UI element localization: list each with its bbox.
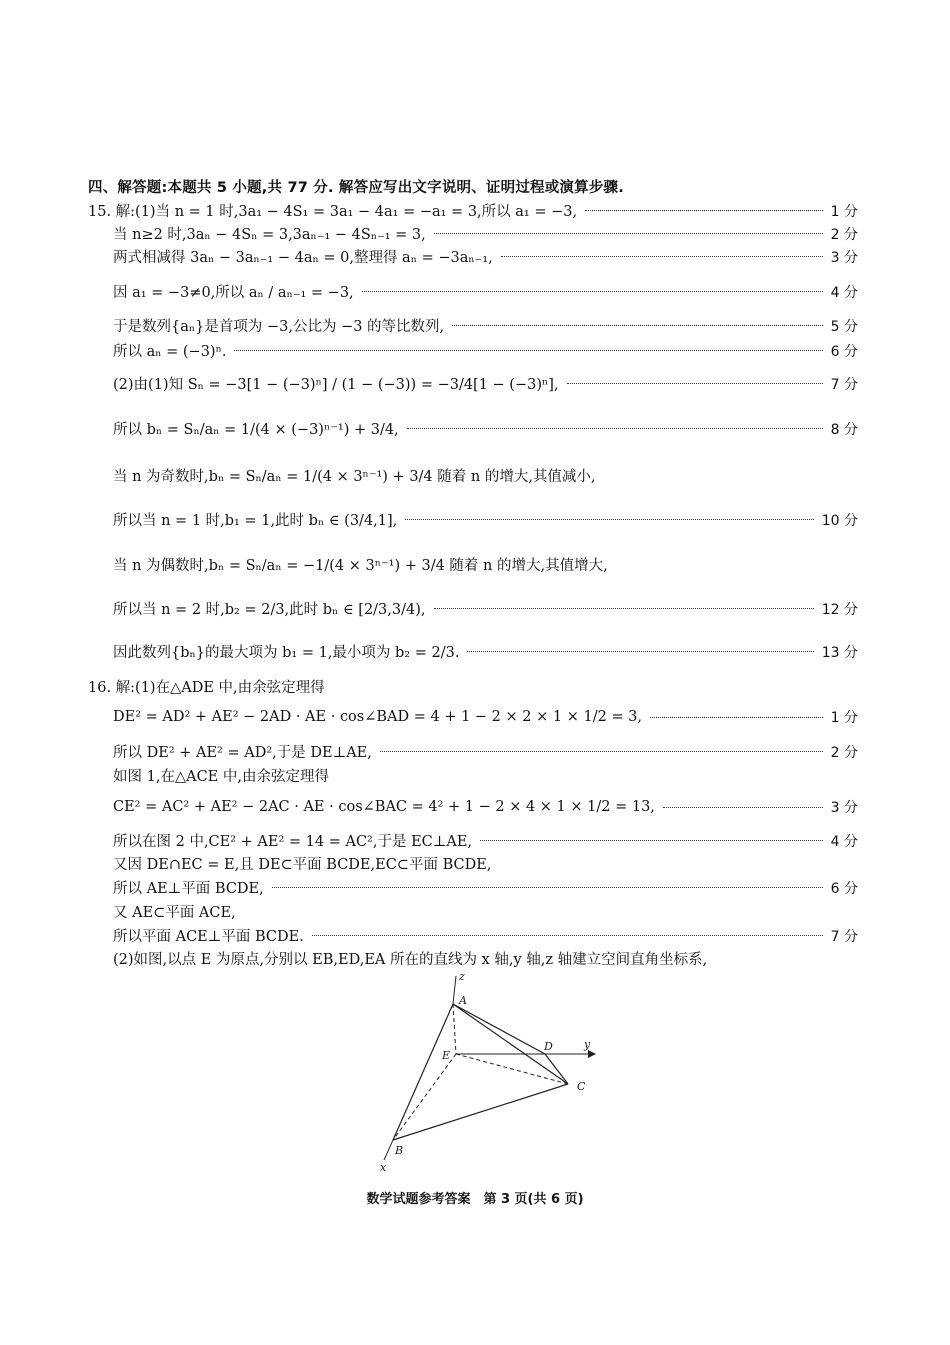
q15-line-3-score: 3 分 — [830, 249, 858, 266]
q15-line-7-score: 7 分 — [830, 376, 858, 393]
q16-line-8-text: 所以 AE⊥平面 BCDE, — [113, 881, 264, 897]
q15-line-2 — [113, 223, 858, 244]
leader-dots — [585, 210, 823, 211]
q16-line-1 — [88, 676, 858, 697]
q15-line-13-score: 13 分 — [821, 644, 858, 661]
q15-line-4-score: 4 分 — [830, 284, 858, 301]
q16-line-6-text: 所以在图 2 中,CE² + AE² = 14 = AC²,于是 EC⊥AE, — [113, 834, 473, 850]
pyramid-coordinate-figure — [370, 970, 610, 1180]
q15-line-1-score: 1 分 — [830, 203, 858, 220]
q15-line-9-text: 当 n 为奇数时,bₙ = Sₙ/aₙ = 1/(4 × 3ⁿ⁻¹) + 3/4 随着 n 的增大,其值减小, — [113, 469, 596, 485]
leader-dots — [434, 608, 814, 609]
edge-AE — [453, 1004, 456, 1054]
q15-line-12 — [113, 598, 858, 619]
q16-line-8 — [113, 877, 858, 898]
x-axis — [384, 1140, 393, 1160]
q15-line-7-text: (2)由(1)知 Sₙ = −3[1 − (−3)ⁿ] / (1 − (−3)) = −3/4[1 − (−3)ⁿ], — [113, 377, 559, 393]
q16-line-3-text: 所以 DE² + AE² = AD²,于是 DE⊥AE, — [113, 745, 372, 761]
q15-line-5 — [113, 315, 858, 336]
q16-line-10-text: 所以平面 ACE⊥平面 BCDE. — [113, 929, 304, 945]
q15-line-2-score: 2 分 — [830, 226, 858, 243]
q16-line-2 — [113, 707, 858, 727]
q15-line-13 — [113, 641, 858, 662]
q16-line-6-score: 4 分 — [830, 833, 858, 850]
edge-AB — [393, 1004, 453, 1140]
q15-line-8-score: 8 分 — [830, 421, 858, 438]
q15-line-11 — [113, 554, 858, 575]
q16-line-11-text: (2)如图,以点 E 为原点,分别以 EB,ED,EA 所在的直线为 x 轴,y 轴,z 轴建立空间直角坐标系, — [113, 952, 708, 968]
q16-line-9 — [113, 901, 858, 922]
label-B: B — [395, 1144, 404, 1157]
q15-line-6 — [113, 340, 858, 361]
q16-line-1-text: 16. 解:(1)在△ADE 中,由余弦定理得 — [88, 680, 325, 696]
label-D: D — [544, 1040, 553, 1053]
q16-line-3-score: 2 分 — [830, 744, 858, 761]
q16-line-5 — [113, 797, 858, 817]
q16-line-8-score: 6 分 — [830, 880, 858, 897]
q15-line-12-text: 所以当 n = 2 时,b₂ = 2/3,此时 bₙ ∈ [2/3,3/4), — [113, 602, 426, 618]
label-E: E — [442, 1049, 451, 1062]
leader-dots — [405, 519, 813, 520]
section-heading: 四、解答题:本题共 5 小题,共 77 分. 解答应写出文字说明、证明过程或演算步骤. — [88, 180, 624, 196]
q15-line-6-score: 6 分 — [830, 343, 858, 360]
q15-line-10-text: 所以当 n = 1 时,b₁ = 1,此时 bₙ ∈ (3/4,1], — [113, 513, 398, 529]
leader-dots — [480, 840, 823, 841]
q15-line-8-text: 所以 bₙ = Sₙ/aₙ = 1/(4 × (−3)ⁿ⁻¹) + 3/4, — [113, 422, 399, 438]
q16-line-4 — [113, 765, 858, 786]
leader-dots — [501, 256, 823, 257]
q16-line-6 — [113, 830, 858, 851]
label-z: z — [459, 970, 465, 983]
q16-line-2-score: 1 分 — [830, 710, 858, 726]
label-A: A — [459, 994, 467, 1007]
page-footer: 数学试题参考答案 第 3 页(共 6 页) — [366, 1192, 584, 1207]
edge-BC — [393, 1084, 568, 1140]
q16-line-3 — [113, 741, 858, 762]
leader-dots — [452, 325, 822, 326]
q15-line-2-text: 当 n≥2 时,3aₙ − 4Sₙ = 3,3aₙ₋₁ − 4Sₙ₋₁ = 3, — [113, 227, 426, 243]
leader-dots — [380, 751, 823, 752]
q15-line-3 — [113, 246, 858, 267]
q15-line-8 — [113, 418, 858, 439]
q15-line-1 — [88, 200, 858, 221]
q15-line-11-text: 当 n 为偶数时,bₙ = Sₙ/aₙ = −1/(4 × 3ⁿ⁻¹) + 3/4 随着 n 的增大,其值增大, — [113, 558, 608, 574]
leader-dots — [567, 383, 823, 384]
q16-line-4-text: 如图 1,在△ACE 中,由余弦定理得 — [113, 769, 329, 785]
leader-dots — [272, 887, 823, 888]
leader-dots — [434, 233, 823, 234]
q16-line-10 — [113, 925, 858, 946]
q15-line-5-score: 5 分 — [830, 318, 858, 335]
edge-DC — [545, 1054, 568, 1084]
leader-dots — [650, 717, 823, 718]
leader-dots — [467, 651, 813, 652]
z-axis — [453, 976, 456, 1004]
q15-line-13-text: 因此数列{bₙ}的最大项为 b₁ = 1,最小项为 b₂ = 2/3. — [113, 645, 460, 661]
q15-line-3-text: 两式相减得 3aₙ − 3aₙ₋₁ − 4aₙ = 0,整理得 aₙ = −3aₙ₋₁, — [113, 250, 493, 266]
leader-dots — [312, 935, 823, 936]
label-x: x — [380, 1161, 387, 1174]
y-axis-arrow — [588, 1050, 596, 1058]
q15-line-10 — [113, 509, 858, 530]
q16-line-10-score: 7 分 — [830, 928, 858, 945]
q15-line-10-score: 10 分 — [821, 512, 858, 529]
q15-line-4 — [113, 281, 858, 302]
leader-dots — [362, 291, 823, 292]
label-C: C — [577, 1080, 586, 1093]
q15-line-6-text: 所以 aₙ = (−3)ⁿ. — [113, 344, 227, 360]
pyramid-diagram — [370, 970, 610, 1180]
leader-dots — [407, 428, 823, 429]
edge-EB — [393, 1054, 456, 1140]
q16-line-2-text: DE² = AD² + AE² − 2AD · AE · cos∠BAD = 4 + 1 − 2 × 2 × 1 × 1/2 = 3, — [113, 709, 643, 725]
q16-line-7 — [113, 853, 858, 874]
edge-AD — [453, 1004, 545, 1054]
q16-line-5-text: CE² = AC² + AE² − 2AC · AE · cos∠BAC = 4² + 1 − 2 × 4 × 1 × 1/2 = 13, — [113, 799, 655, 815]
label-y: y — [584, 1038, 591, 1051]
edge-EC — [456, 1054, 568, 1084]
q15-line-9 — [113, 465, 858, 486]
leader-dots — [234, 350, 822, 351]
q16-line-7-text: 又因 DE∩EC = E,且 DE⊂平面 BCDE,EC⊂平面 BCDE, — [113, 857, 492, 873]
q15-line-4-text: 因 a₁ = −3≠0,所以 aₙ / aₙ₋₁ = −3, — [113, 285, 354, 301]
leader-dots — [663, 807, 823, 808]
q15-line-7 — [113, 373, 858, 394]
q15-line-12-score: 12 分 — [821, 601, 858, 618]
q16-line-5-score: 3 分 — [830, 800, 858, 816]
q16-line-9-text: 又 AE⊂平面 ACE, — [113, 905, 236, 921]
q15-line-1-text: 15. 解:(1)当 n = 1 时,3a₁ − 4S₁ = 3a₁ − 4a₁ = −a₁ = 3,所以 a₁ = −3, — [88, 204, 578, 220]
q15-line-5-text: 于是数列{aₙ}是首项为 −3,公比为 −3 的等比数列, — [113, 319, 445, 335]
q16-line-11 — [113, 948, 858, 969]
